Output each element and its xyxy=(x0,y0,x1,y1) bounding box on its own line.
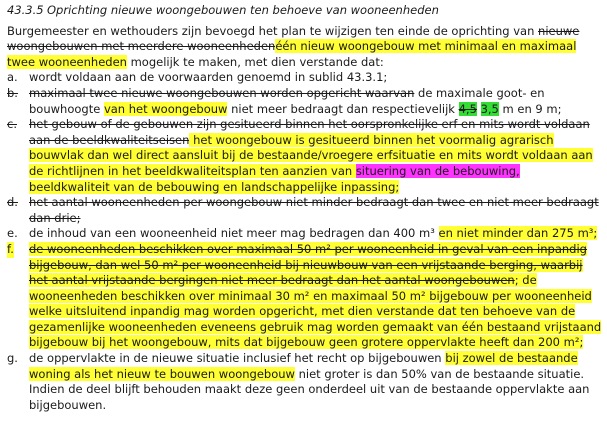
list-item-label: b. xyxy=(7,85,18,100)
list-item-label: d. xyxy=(7,195,18,210)
list-item-label: c. xyxy=(7,117,17,132)
list-item-text xyxy=(29,242,601,350)
marked-text: het gebouw of de gebouwen zijn gesitueerd binnen het oorspronkelijke erf en mits wordt voldaan aan de beeldkwaliteitseisen xyxy=(29,117,590,147)
list-item-label: f. xyxy=(7,241,14,256)
text-run: wordt voldaan aan de voorwaarden genoemd in sublid 43.3.1; xyxy=(29,70,388,85)
list-item-label: a. xyxy=(7,70,18,85)
text-run: de maximale goot- en bouwhoogte xyxy=(29,85,545,116)
list-item xyxy=(7,70,604,86)
list-item xyxy=(7,86,604,117)
marked-text: en niet minder dan 275 m³; xyxy=(438,226,598,241)
marked-text: nieuwe woongebouwen met meerdere wooneenheden xyxy=(7,23,580,54)
list-item-text xyxy=(29,351,589,412)
marked-text: het woongebouw is gesitueerd binnen het voormalig agrarisch bouwvlak dan wel direct aansluit bij de bestaande/vroegere erfsituatie en mits wordt voldaan aan de richtlijnen in het beeldkwaliteitsplan ten aanzien van xyxy=(29,132,593,178)
marked-text: één nieuw woongebouw met minimaal en maximaal twee wooneenheden xyxy=(7,39,577,69)
marked-text: 4,5 xyxy=(458,101,477,116)
marked-text: ; de wooneenheden beschikken over minimaal 30 m² en maximaal 50 m² bijgebouw per wooneenheid welke uitsluitend inpandig mag worden opgericht, met dien verstande dat ten behoeve van de gezamenlijke wooneenheden eveneens gebruik mag worden gemaakt van één bestaand vrijstaand bijgebouw bij het woongebouw, mits dat bijgebouw geen grotere oppervlakte heeft dan 200 m²; xyxy=(29,273,602,350)
marked-text: van het woongebouw xyxy=(103,101,228,116)
marked-text: 3,5 xyxy=(480,101,499,116)
section-number: 43.3.5 xyxy=(7,3,44,17)
list-item xyxy=(7,226,604,242)
marked-text: bij zowel de bestaande woning als het nieuw te bouwen woongebouw xyxy=(29,351,578,381)
text-run: niet meer bedraagt dan respectievelijk xyxy=(227,101,459,116)
list-item xyxy=(7,195,604,226)
list-item-text xyxy=(29,70,387,84)
list-item xyxy=(7,242,604,351)
marked-text: maximaal twee nieuwe woongebouwen worden opgericht waarvan xyxy=(29,85,415,100)
list-item-text xyxy=(29,226,597,240)
marked-text: het aantal wooneenheden per woongebouw niet minder bedraagt dan twee en niet meer bedraagt dan drie; xyxy=(29,195,599,225)
list-item-text xyxy=(29,117,593,193)
conditions-list xyxy=(7,70,607,413)
text-run xyxy=(477,102,481,116)
section-title: Oprichting nieuwe woongebouwen ten behoeve van wooneenheden xyxy=(47,3,439,17)
list-item xyxy=(7,117,604,195)
section-heading xyxy=(7,3,607,19)
marked-text: situering van de bebouwing, xyxy=(355,163,520,178)
intro-paragraph xyxy=(7,24,604,71)
list-item-text xyxy=(29,86,561,116)
text-run: niet groter is dan 50% van de bestaande situatie. Indien de deel blijft behouden maakt deze geen onderdeel uit van de bestaande oppervlakte aan bijgebouwen. xyxy=(29,366,590,412)
text-run: m en 9 m; xyxy=(498,101,562,116)
text-run: Burgemeester en wethouders zijn bevoegd het plan te wijzigen ten einde de oprichting van xyxy=(7,23,539,38)
list-item-text xyxy=(29,195,599,225)
list-item-label: e. xyxy=(7,226,18,241)
marked-text: beeldkwaliteit van de bebouwing en landschappelijke inpassing; xyxy=(29,179,400,194)
list-item-label: g. xyxy=(7,351,18,366)
marked-text: de wooneenheden beschikken over maximaal 50 m² per wooneenheid in geval van een inpandig bijgebouw, dan wel 50 m² per wooneenheid bij nieuwbouw van een vrijstaande berging, waarbij het aantal vrijstaande bergingen niet meer bedraagt dan het aantal woongebouwen xyxy=(29,241,587,288)
text-run: de oppervlakte in de nieuwe situatie inclusief het recht op bijgebouwen xyxy=(29,351,446,366)
list-item xyxy=(7,351,604,413)
text-run: mogelijk te maken, met dien verstande dat: xyxy=(126,54,384,69)
text-run: de inhoud van een wooneenheid niet meer mag bedragen dan 400 m³ xyxy=(29,226,439,241)
